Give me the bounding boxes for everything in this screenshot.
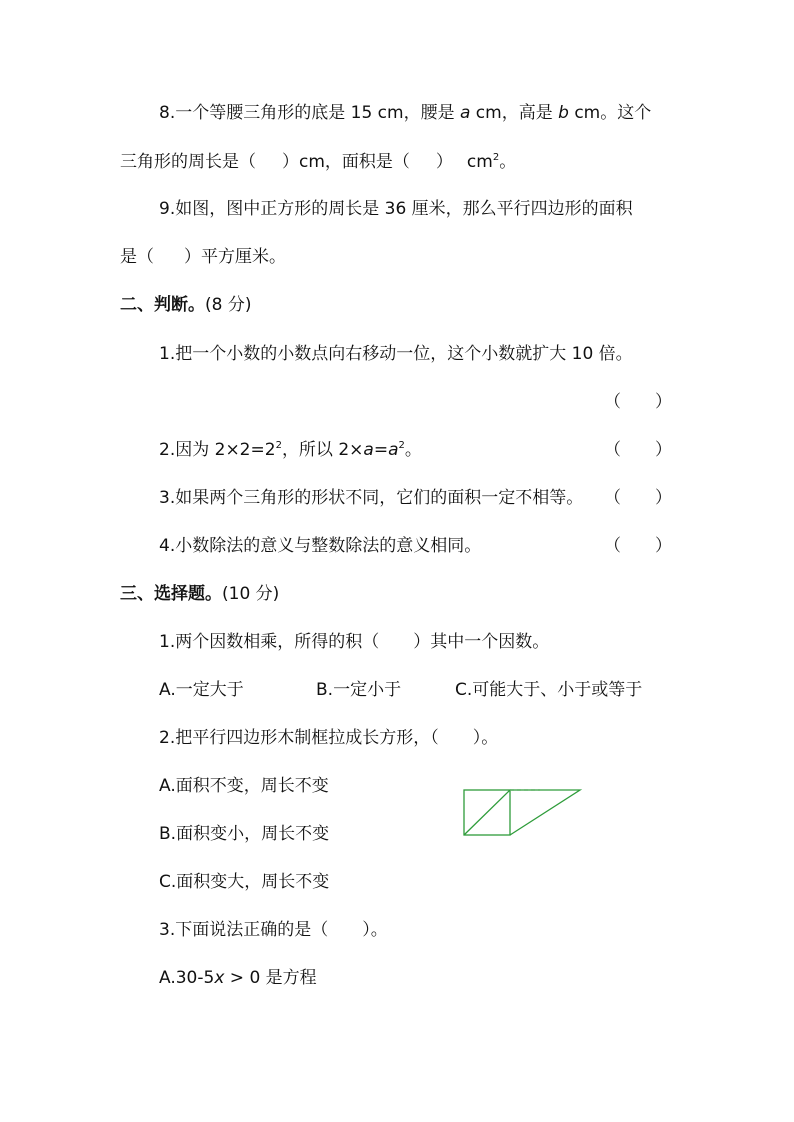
q9-text-2: ）平方厘米。 bbox=[184, 247, 286, 267]
judge-2-var-a: a bbox=[363, 440, 374, 460]
choice-2-option-a[interactable]: A.面积不变，周长不变 bbox=[159, 776, 329, 796]
section2-title: 二、判断。 bbox=[120, 295, 205, 315]
q9-text-1: 是（ bbox=[120, 247, 154, 267]
figure-diagonal bbox=[464, 790, 510, 835]
judge-2-var-a2: a bbox=[388, 440, 399, 460]
section2-score: (8 分) bbox=[205, 295, 252, 315]
section3-score: (10 分) bbox=[222, 584, 280, 604]
choice-3-a-var: x bbox=[214, 968, 225, 988]
choice-2-stem: 2.把平行四边形木制框拉成长方形，（ ）。 bbox=[159, 728, 499, 748]
q8-line2 bbox=[120, 151, 516, 173]
judge-2-text-d: 。 bbox=[404, 440, 422, 460]
q8-line1 bbox=[159, 102, 651, 124]
figure-parallelogram bbox=[510, 790, 580, 835]
choice-3-option-a[interactable] bbox=[159, 967, 317, 989]
section3-title: 三、选择题。 bbox=[120, 584, 222, 604]
choice-3-a-suffix: > 0 是方程 bbox=[224, 968, 317, 988]
judge-2-text-a: 2.因为 2×2=2 bbox=[159, 440, 276, 460]
choice-1-option-a[interactable]: A.一定大于 bbox=[159, 680, 244, 700]
q8-unit: cm bbox=[466, 152, 493, 172]
q8-var-b: b bbox=[558, 103, 569, 123]
judge-2-sup-1: 2 bbox=[275, 440, 282, 451]
judge-item-3: 3.如果两个三角形的形状不同，它们的面积一定不相等。 bbox=[159, 488, 584, 508]
q8-unit-sup: 2 bbox=[492, 152, 500, 163]
judge-answer-1[interactable]: （ ） bbox=[604, 392, 672, 412]
judge-2-text-c: = bbox=[373, 440, 389, 460]
choice-2-option-c[interactable]: C.面积变大，周长不变 bbox=[159, 872, 330, 892]
square-parallelogram-figure bbox=[460, 785, 590, 837]
q8-text-2: cm，高是 bbox=[470, 103, 559, 123]
judge-2-sup-2: 2 bbox=[398, 440, 405, 451]
choice-3-stem: 3.下面说法正确的是（ ）。 bbox=[159, 920, 388, 940]
choice-1-option-b[interactable]: B.一定小于 bbox=[316, 680, 402, 700]
choice-1-stem: 1.两个因数相乘，所得的积（ ）其中一个因数。 bbox=[159, 632, 550, 652]
section2-heading bbox=[120, 294, 251, 316]
judge-answer-2[interactable]: （ ） bbox=[604, 440, 672, 460]
q8-text-6: ） bbox=[435, 152, 453, 172]
choice-2-option-b[interactable]: B.面积变小，周长不变 bbox=[159, 824, 330, 844]
judge-item-2 bbox=[159, 439, 422, 461]
q8-text-3: cm。这个 bbox=[568, 103, 652, 123]
q9-line1: 9.如图，图中正方形的周长是 36 厘米，那么平行四边形的面积 bbox=[159, 199, 633, 219]
judge-item-1: 1.把一个小数的小数点向右移动一位，这个小数就扩大 10 倍。 bbox=[159, 344, 633, 364]
q8-text-1: 8.一个等腰三角形的底是 15 cm，腰是 bbox=[159, 103, 460, 123]
choice-1-option-c[interactable]: C.可能大于、小于或等于 bbox=[455, 680, 643, 700]
judge-answer-3[interactable]: （ ） bbox=[604, 488, 672, 508]
section3-heading bbox=[120, 583, 279, 605]
judge-item-4: 4.小数除法的意义与整数除法的意义相同。 bbox=[159, 536, 482, 556]
choice-3-a-prefix: A.30-5 bbox=[159, 968, 215, 988]
q8-end: 。 bbox=[499, 152, 517, 172]
q9-line2 bbox=[120, 246, 286, 268]
q8-var-a: a bbox=[459, 103, 471, 123]
judge-answer-4[interactable]: （ ） bbox=[604, 536, 672, 556]
q8-text-4: 三角形的周长是（ bbox=[120, 152, 256, 172]
judge-2-text-b: ，所以 2× bbox=[281, 440, 364, 460]
q8-text-5: ）cm，面积是（ bbox=[282, 152, 410, 172]
